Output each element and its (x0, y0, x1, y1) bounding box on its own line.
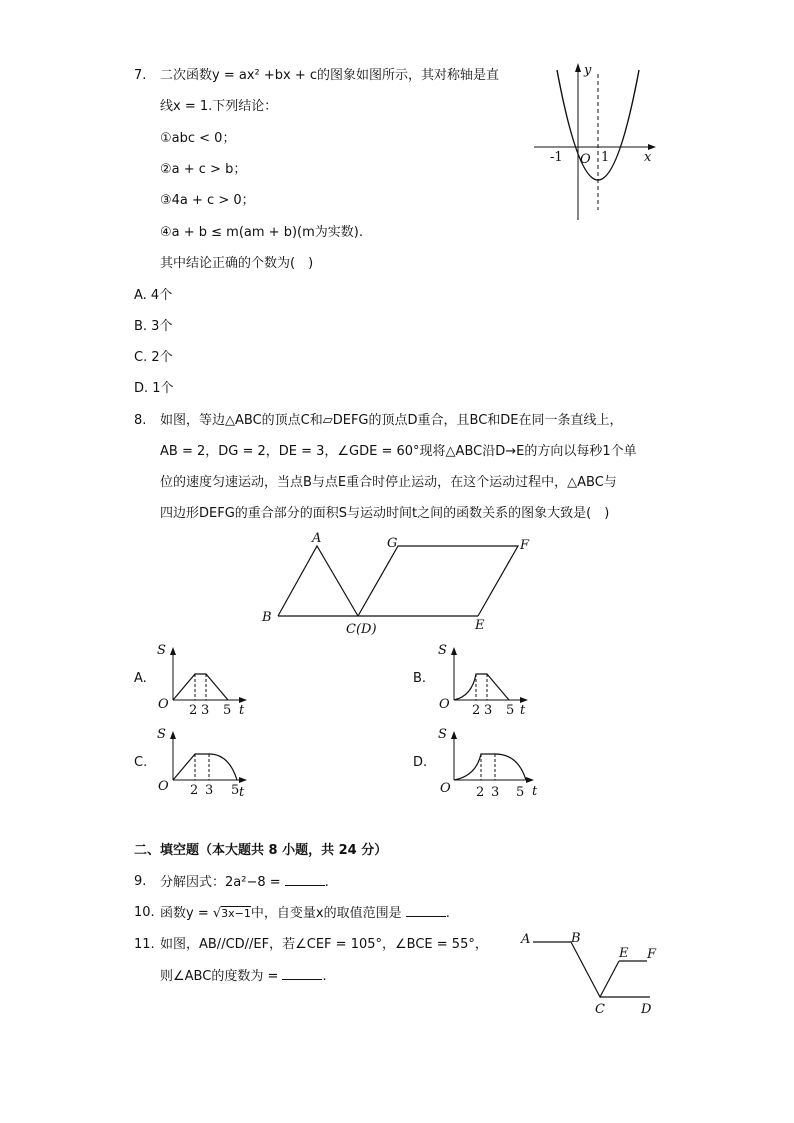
line-bce (571, 942, 619, 997)
curve (454, 674, 509, 700)
label-d: D (641, 1002, 652, 1017)
q8-line-4: 四边形DEFG的重合部分的面积S与运动时间t之间的函数关系的图象大致是( ) (160, 506, 610, 521)
label-e: E (475, 618, 485, 633)
label-f: F (520, 538, 530, 553)
q8-choice-c-letter[interactable]: C. (134, 755, 148, 770)
q10-line (160, 905, 450, 922)
y-label: y (584, 63, 592, 78)
q11-number: 11. (134, 937, 155, 952)
q7-option-c[interactable]: C. 2个 (134, 350, 173, 365)
q10-post: 中，自变量x的取值范围是 (250, 906, 402, 921)
tick-5: 5 (231, 783, 240, 798)
q11-figure (515, 925, 665, 1020)
tick-3: 3 (201, 703, 210, 718)
y-axis-arrow-icon (575, 63, 581, 72)
label-f: F (647, 947, 657, 962)
tick-2: 2 (190, 783, 199, 798)
s-label: S (157, 643, 166, 658)
q7-stem-line1: 二次函数y = ax² +bx + c的图象如图所示，其对称轴是直 (160, 68, 499, 83)
tick-neg1: -1 (550, 150, 563, 165)
q8-line-2: AB = 2，DG = 2，DE = 3，∠GDE = 60°现将△ABC沿D→E的方向以每秒1个单 (160, 444, 637, 459)
q8-choice-b-letter[interactable]: B. (413, 671, 427, 686)
sqrt-icon: √ (212, 906, 222, 921)
t-label: t (520, 703, 526, 718)
label-a: A (521, 932, 531, 947)
tick-3: 3 (205, 783, 214, 798)
q8-line-1: 如图，等边△ABC的顶点C和▱DEFG的顶点D重合，且BC和DE在同一条直线上， (160, 413, 623, 428)
label-a: A (312, 531, 322, 546)
triangle-abc (278, 546, 358, 616)
q11-answer-blank[interactable] (282, 968, 322, 980)
tick-3: 3 (484, 703, 493, 718)
q11-line-1: 如图，AB//CD//EF，若∠CEF = 105°，∠BCE = 55°， (160, 937, 488, 952)
tick-2: 2 (472, 703, 481, 718)
q7-conclusion-4: ④a + b ≤ m(am + b)(m为实数). (160, 225, 363, 240)
q8-choice-d-graph[interactable] (436, 724, 546, 804)
tick-3: 3 (491, 785, 500, 800)
label-g: G (387, 536, 398, 551)
tick-2: 2 (476, 785, 485, 800)
label-c: C (595, 1002, 605, 1017)
q8-choice-b-graph[interactable] (436, 640, 536, 720)
q8-line-3: 位的速度匀速运动，当点B与点E重合时停止运动，在这个运动过程中，△ABC与 (160, 475, 617, 490)
tick-1: 1 (601, 150, 610, 165)
q9-number: 9. (134, 874, 147, 889)
s-label: S (157, 727, 166, 742)
q11-period: . (322, 969, 327, 984)
q10-answer-blank[interactable] (406, 905, 446, 917)
q7-option-b[interactable]: B. 3个 (134, 319, 173, 334)
q9-period: . (324, 875, 329, 890)
o-label: O (439, 697, 450, 712)
q7-question: 其中结论正确的个数为( ) (160, 256, 314, 271)
label-b: B (571, 931, 581, 946)
q9-answer-blank[interactable] (285, 874, 325, 886)
x-label: x (644, 150, 652, 165)
q8-figure (260, 530, 540, 640)
q7-option-d[interactable]: D. 1个 (134, 381, 174, 396)
tick-5: 5 (516, 785, 525, 800)
q10-radicand: 3x−1 (221, 907, 251, 920)
section-2-title: 二、填空题（本大题共 8 小题，共 24 分） (134, 843, 388, 858)
q8-choice-d-letter[interactable]: D. (413, 755, 428, 770)
q11-line-2-text: 则∠ABC的度数为 = (160, 969, 279, 984)
q7-conclusion-3: ③4a + c > 0； (160, 193, 255, 208)
t-label: t (532, 784, 538, 799)
q11-line-2 (160, 968, 327, 985)
q7-option-a[interactable]: A. 4个 (134, 288, 173, 303)
t-label: t (239, 785, 245, 800)
s-label: S (438, 727, 447, 742)
o-label: O (440, 781, 451, 796)
q10-period: . (445, 906, 450, 921)
curve (454, 754, 526, 780)
q7-conclusion-1: ①abc < 0； (160, 131, 236, 146)
label-b: B (262, 610, 272, 625)
q7-number: 7. (134, 68, 147, 83)
tick-5: 5 (223, 703, 232, 718)
q7-parabola-graph (530, 60, 670, 225)
q8-choice-a-letter[interactable]: A. (134, 671, 147, 686)
parallelogram-defg (358, 546, 518, 616)
q10-pre: 函数y = (160, 906, 213, 921)
label-e: E (619, 946, 629, 961)
q8-choice-c-graph[interactable] (155, 724, 255, 804)
q10-number: 10. (134, 905, 155, 920)
label-cd: C(D) (346, 622, 377, 637)
t-label: t (239, 703, 245, 718)
q9-line (160, 874, 329, 891)
q8-choice-a-graph[interactable] (155, 640, 255, 720)
q8-number: 8. (134, 413, 147, 428)
o-label: O (158, 779, 169, 794)
curve (173, 674, 228, 700)
tick-2: 2 (189, 703, 198, 718)
origin-label: O (580, 152, 591, 167)
curve (173, 754, 237, 780)
q7-conclusion-2: ②a + c > b； (160, 162, 247, 177)
q7-stem-line2: 线x = 1.下列结论： (160, 99, 278, 114)
s-label: S (438, 643, 447, 658)
q9-text: 分解因式：2a²−8 = (160, 875, 281, 890)
o-label: O (158, 697, 169, 712)
tick-5: 5 (506, 703, 515, 718)
